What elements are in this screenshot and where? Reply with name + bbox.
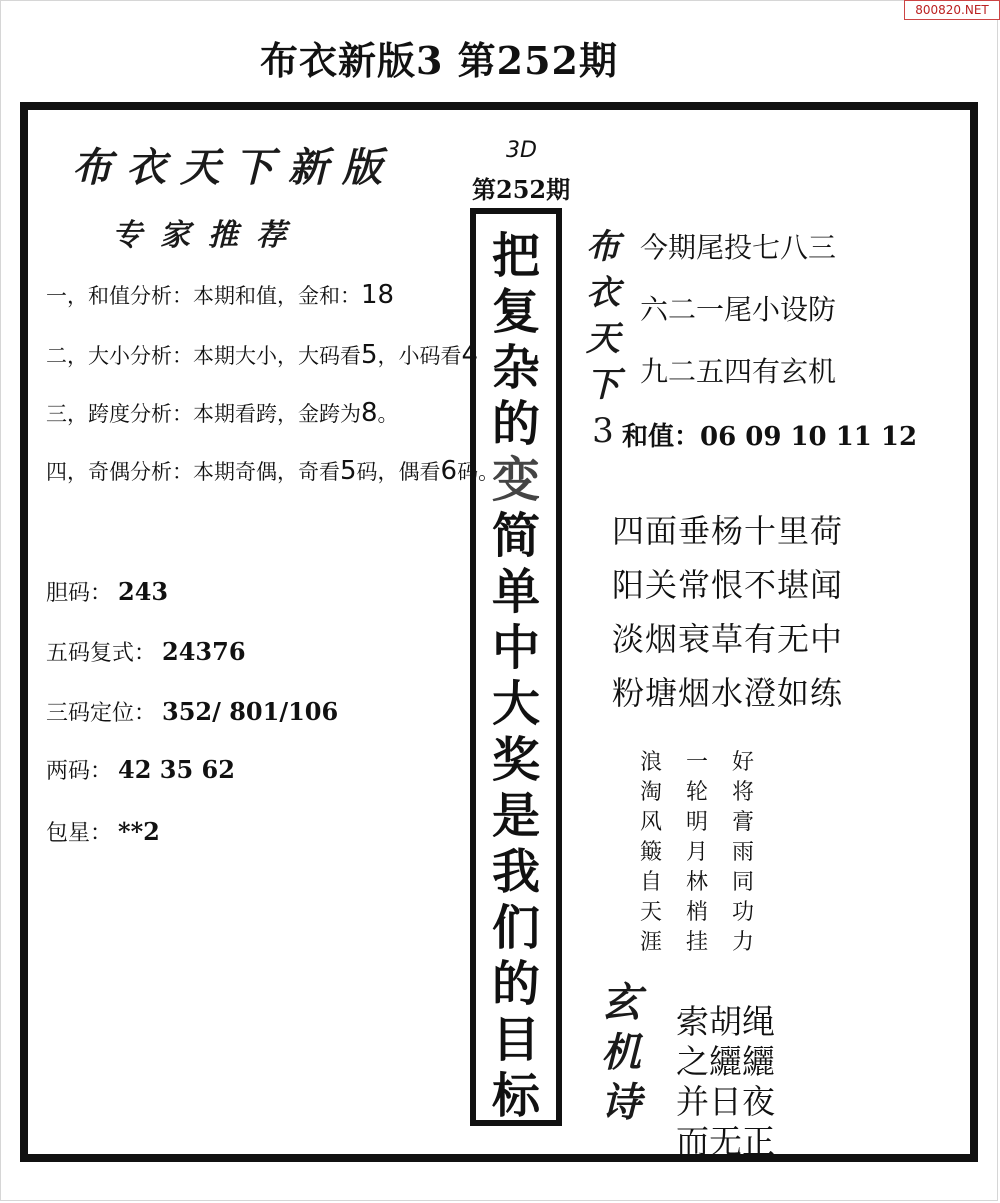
grid-char: 将	[732, 780, 755, 805]
pick-value: 42 35 62	[118, 755, 235, 784]
grid-char: 梢	[686, 900, 709, 925]
slogan-char: 们	[491, 900, 540, 956]
analysis-tail: 。	[377, 402, 399, 426]
analysis-label: 一，和值分析：本期和值，金和：	[46, 284, 361, 308]
pick-value: **2	[118, 817, 160, 846]
pick-label: 包星：	[46, 821, 113, 846]
poem-c-line: 索胡绳	[676, 1002, 775, 1041]
poem-b-line: 粉塘烟水澄如练	[612, 674, 844, 712]
slogan-char: 单	[491, 564, 540, 620]
grid-char: 天	[640, 900, 663, 925]
slogan-char: 变	[491, 452, 540, 508]
slogan-char: 大	[491, 676, 540, 732]
xuanji-char: 诗	[601, 1079, 641, 1126]
slogan-char: 复	[491, 284, 540, 340]
pick-value: 24376	[162, 637, 246, 666]
slogan-char: 标	[491, 1068, 540, 1124]
poem-b-line: 四面垂杨十里荷	[612, 512, 844, 550]
expert-recommend-title: 专家推荐	[112, 218, 304, 253]
sum-values: 和值：06 09 10 11 12	[622, 422, 918, 452]
pick-three-position	[46, 696, 338, 727]
poem-a-line: 六二一尾小设防	[640, 293, 837, 326]
pick-label: 两码：	[46, 759, 113, 784]
grid-char: 轮	[686, 780, 709, 805]
grid-char: 浪	[640, 750, 663, 775]
analysis-odd-even	[46, 456, 499, 486]
slogan-char: 中	[491, 620, 540, 676]
xuanji-char: 机	[601, 1029, 641, 1076]
grid-char: 淘	[640, 780, 663, 805]
analysis-value-2: 6	[440, 456, 458, 486]
pick-dan-ma	[46, 576, 168, 607]
vertical-brand-char: 天	[586, 319, 620, 359]
grid-char: 自	[640, 870, 663, 895]
grid-char: 同	[732, 870, 755, 895]
slogan-char: 是	[491, 788, 540, 844]
grid-char: 雨	[732, 840, 755, 865]
poem-b-line: 淡烟衰草有无中	[612, 620, 844, 658]
analysis-value-2: 4	[461, 340, 479, 370]
slogan-char: 的	[491, 956, 540, 1012]
issue-number: 第252期	[472, 175, 571, 204]
slogan-box	[470, 208, 562, 1126]
analysis-tail: ，小码看	[377, 344, 462, 368]
vertical-brand-char: 布	[586, 227, 620, 267]
slogan-char: 奖	[491, 732, 540, 788]
analysis-tail-2: 码。	[457, 460, 500, 484]
pick-label: 胆码：	[46, 581, 113, 606]
grid-char: 力	[732, 930, 755, 955]
grid-char: 好	[732, 750, 755, 775]
brand-title: 布衣天下新版	[72, 144, 396, 191]
slogan-char: 我	[491, 844, 540, 900]
poem-c-line: 而无正	[676, 1122, 775, 1161]
vertical-brand-char: 下	[586, 365, 620, 405]
poem-b-line: 阳关常恨不堪闻	[612, 566, 844, 604]
slogan-char: 的	[491, 396, 540, 452]
slogan-char: 目	[491, 1012, 540, 1068]
analysis-value: 5	[340, 456, 357, 486]
grid-char: 功	[732, 900, 755, 925]
analysis-label: 二，大小分析：本期大小，大码看	[46, 344, 361, 368]
site-watermark: 800820.NET	[904, 0, 1000, 20]
grid-char: 林	[686, 870, 709, 895]
lottery-3d-label: 3D	[506, 138, 537, 163]
analysis-span	[46, 398, 399, 428]
vertical-brand-char: 3	[592, 411, 614, 451]
analysis-value: 5	[361, 340, 378, 370]
slogan-char: 杂	[491, 340, 540, 396]
grid-char: 挂	[686, 930, 709, 955]
grid-char: 明	[686, 810, 709, 835]
pick-two-code	[46, 754, 235, 785]
analysis-value: 18	[361, 280, 395, 310]
analysis-size	[46, 340, 478, 370]
xuanji-char: 玄	[601, 979, 641, 1026]
slogan-char: 把	[491, 228, 540, 284]
pick-value: 243	[118, 577, 169, 606]
slogan-char: 简	[491, 508, 540, 564]
pick-value: 352/ 801/106	[162, 697, 339, 726]
pick-label: 五码复式：	[46, 641, 157, 666]
vertical-brand-char: 衣	[586, 273, 620, 313]
grid-char: 涯	[640, 930, 663, 955]
grid-char: 风	[640, 810, 663, 835]
grid-char: 月	[686, 840, 709, 865]
xuanji-poem-label	[596, 978, 646, 1128]
page-title: 布衣新版3 第252期	[260, 38, 618, 83]
analysis-value: 8	[361, 398, 378, 428]
pick-five-code	[46, 636, 246, 667]
analysis-tail: 码，偶看	[356, 460, 441, 484]
grid-char: 膏	[732, 810, 755, 835]
poem-a-line: 九二五四有玄机	[640, 355, 837, 388]
grid-char: 一	[686, 750, 709, 775]
character-grid	[640, 748, 778, 958]
analysis-label: 四，奇偶分析：本期奇偶，奇看	[46, 460, 340, 484]
grid-char: 簸	[640, 840, 663, 865]
analysis-sum	[46, 280, 394, 310]
poem-c-line: 之纚纚	[676, 1042, 775, 1081]
pick-bao-xing	[46, 816, 160, 847]
vertical-brand	[578, 224, 628, 454]
poem-c-line: 并日夜	[676, 1082, 775, 1121]
poem-a-line: 今期尾投七八三	[640, 231, 837, 264]
analysis-label: 三，跨度分析：本期看跨，金跨为	[46, 402, 361, 426]
pick-label: 三码定位：	[46, 701, 157, 726]
